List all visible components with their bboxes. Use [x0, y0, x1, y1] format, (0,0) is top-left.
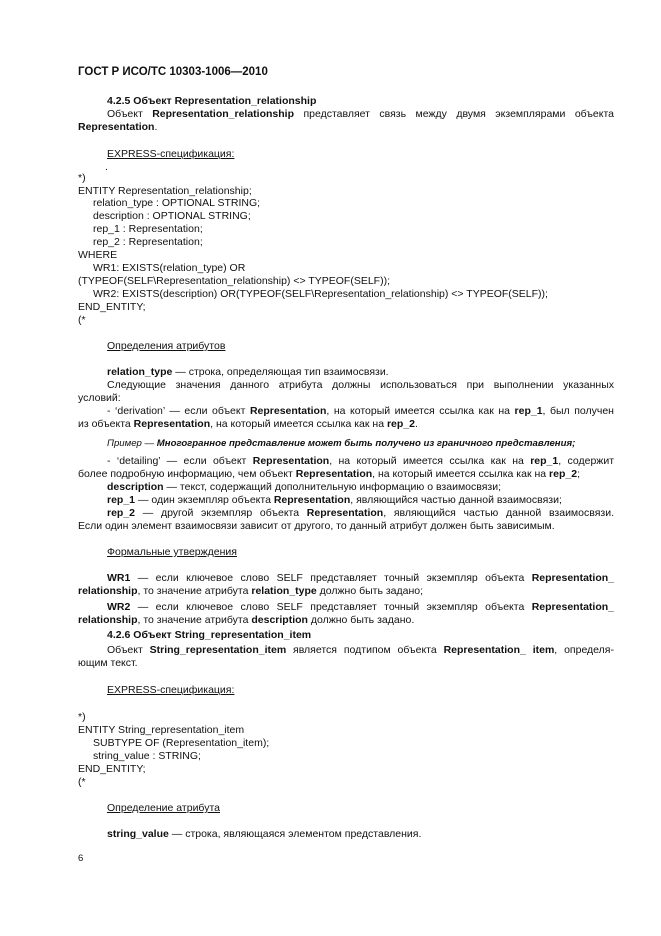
paragraph-line: из объекта Representation, на который имеется ссылка как на rep_2.	[78, 418, 418, 430]
code-line: *)	[78, 172, 86, 184]
section-heading-4-2-6: 4.2.6 Объект String_representation_item	[107, 629, 312, 641]
paragraph-line: relationship, то значение атрибута relation_type должно быть задано;	[78, 585, 424, 597]
value-detailing: - ‘detailing’ — если объект Representation, на который имеется ссылка как на rep_1, содержит	[107, 455, 615, 467]
definition-relation-type: relation_type — строка, определяющая тип взаимосвязи.	[107, 366, 389, 378]
code-line: END_ENTITY;	[78, 301, 146, 313]
attribute-definition-label: Определение атрибута	[107, 802, 220, 814]
definition-string-value: string_value — строка, являющаяся элементом представления.	[107, 828, 422, 840]
code-line: WR1: EXISTS(relation_type) OR	[93, 262, 246, 274]
code-line: ENTITY String_representation_item	[78, 724, 245, 736]
document-header: ГОСТ Р ИСО/ТС 10303-1006—2010	[78, 66, 268, 78]
code-line: WR2: EXISTS(description) OR(TYPEOF(SELF\Representation_relationship) <> TYPEOF(SELF));	[93, 288, 548, 300]
dot-mark: .	[105, 161, 108, 173]
attribute-definitions-label: Определения атрибутов	[107, 340, 226, 352]
code-line: string_value : STRING;	[93, 750, 201, 762]
code-line: ENTITY Representation_relationship;	[78, 185, 252, 197]
code-line: (*	[78, 776, 86, 788]
section-heading-4-2-5: 4.2.5 Объект Representation_relationship	[107, 95, 317, 107]
page-number: 6	[78, 853, 84, 864]
code-line: END_ENTITY;	[78, 763, 146, 775]
express-spec-label: EXPRESS-спецификация:	[107, 148, 235, 160]
paragraph-line: relationship, то значение атрибута description должно быть задано.	[78, 614, 415, 626]
code-line: (TYPEOF(SELF\Representation_relationship) <> TYPEOF(SELF));	[78, 275, 391, 287]
paragraph-line: Объект Representation_relationship представляет связь между двумя экземплярами объекта	[107, 108, 614, 120]
example-note: Пример — Многогранное представление может быть получено из граничного представления;	[107, 438, 576, 449]
paragraph-line: Representation.	[78, 121, 158, 133]
paragraph-line: более подробную информацию, чем объект Representation, на который имеется ссылка как на rep_2;	[78, 468, 580, 480]
code-line: rep_1 : Representation;	[93, 223, 203, 235]
paragraph-line: Следующие значения данного атрибута должны использоваться при выполнении указанных	[107, 379, 614, 391]
code-line: relation_type : OPTIONAL STRING;	[93, 197, 261, 209]
code-line: *)	[78, 711, 86, 723]
paragraph-line: Объект String_representation_item является подтипом объекта Representation_ item, определя-	[107, 644, 614, 656]
definition-rep-2: rep_2 — другой экземпляр объекта Representation, являющийся частью данной взаимосвязи.	[107, 507, 614, 519]
express-spec-label: EXPRESS-спецификация:	[107, 684, 235, 696]
paragraph-line: Если один элемент взаимосвязи зависит от другого, то данный атрибут должен быть зависимым.	[78, 520, 555, 532]
rule-wr1: WR1 — если ключевое слово SELF представляет точный экземпляр объекта Representation_	[107, 572, 614, 584]
definition-description: description — текст, содержащий дополнительную информацию о взаимосвязи;	[107, 481, 502, 493]
code-line: rep_2 : Representation;	[93, 236, 203, 248]
code-line: SUBTYPE OF (Representation_item);	[93, 737, 270, 749]
paragraph-line: ющим текст.	[78, 657, 138, 669]
definition-rep-1: rep_1 — один экземпляр объекта Representation, являющийся частью данной взаимосвязи;	[107, 494, 562, 506]
paragraph-line: условий:	[78, 392, 121, 404]
rule-wr2: WR2 — если ключевое слово SELF представляет точный экземпляр объекта Representation_	[107, 601, 614, 613]
formal-propositions-label: Формальные утверждения	[107, 546, 237, 558]
code-line: description : OPTIONAL STRING;	[93, 210, 251, 222]
code-line: WHERE	[78, 249, 118, 261]
code-line: (*	[78, 314, 86, 326]
value-derivation: - ‘derivation’ — если объект Representation, на который имеется ссылка как на rep_1, был получен	[107, 405, 614, 417]
